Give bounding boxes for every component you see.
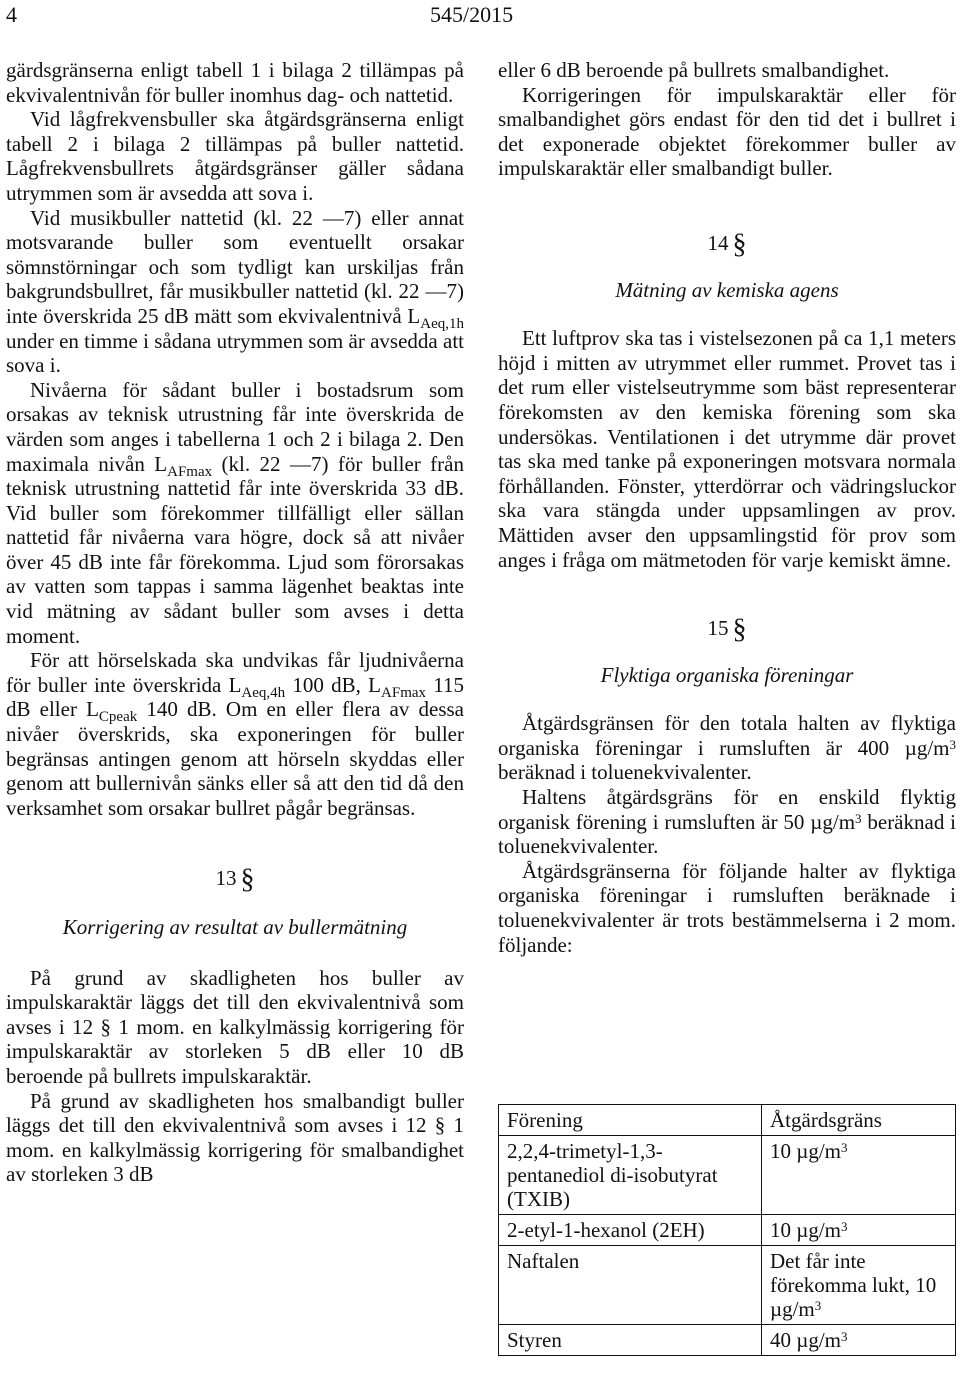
section-title: Korrigering av resultat av bullermätning bbox=[62, 915, 408, 939]
paragraph: På grund av skadligheten hos smalbandigt buller läggs det till den ekvivalentnivå som avses i 12 § 1 mom. en kalkylmässig korrigering för smalbandighet av storleken 3 dB bbox=[6, 1088, 464, 1187]
column-header: Åtgärdsgräns bbox=[762, 1105, 956, 1136]
column-header: Förening bbox=[499, 1105, 762, 1136]
paragraph: Nivåerna för sådant buller i bostadsrum som orsakas av teknisk utrustning får inte överskrida de värden som anges i tabellerna 1 och 2 i bilaga 2. Den maximala nivån $L_{AFmax}$ (kl. 22 —7) för buller från teknisk utrustning nattetid får inte överskrida 33 dB. Vid buller som förekommer tillfälligt eller sällan nattetid får nivåerna vara högre, dock så att nivåer över 45 dB inte får förekomma. Ljud som förorsakas av vatten som tappas i samma lägenhet beaktas inte vid mätning av sådant buller som avses i detta moment. bbox=[6, 377, 464, 648]
table-row bbox=[499, 1246, 956, 1325]
page-number: 4 bbox=[6, 2, 17, 27]
section-number: 15 § bbox=[707, 614, 747, 646]
paragraph: Ett luftprov ska tas i vistelsezonen på ca 1,1 meters höjd i mitten av utrymmet eller rummet. Provet tas i det rum eller vistelseutrymme som bäst representerar förekomsten av den kemiska förening som ska undersökas. Ventilationen i det utrymme där provet tas ska med tanke på exponeringen motsvara normala förhållanden. Fönster, ytterdörrar och vädringsluckor ska vara stängda under uppsamlingen av prov. Mättiden avser den uppsamlingstid för prov som anges i fråga om mätmetoden för varje kemiskt ämne. bbox=[498, 326, 956, 572]
paragraph: Åtgärdsgränsen för den totala halten av flyktiga organiska föreningar i rumsluften är 400 $\mu g/m^3$ beräknad i toluenekvivalenter. bbox=[498, 711, 956, 785]
compound-cell: 2-etyl-1-hexanol (2EH) bbox=[499, 1215, 762, 1246]
left-column bbox=[6, 58, 464, 1187]
section-number: 13 § bbox=[215, 864, 255, 896]
paragraph: gärdsgränserna enligt tabell 1 i bilaga 2 tillämpas på ekvivalentnivån för buller inomhus dag- och nattetid. bbox=[6, 58, 464, 107]
paragraph: För att hörselskada ska undvikas får ljudnivåerna för buller inte överskrida $L_{Aeq,4h}$ 100 dB, $L_{AFmax}$ 115 dB eller $L_{Cpeak}$ 140 dB. Om en eller flera av dessa nivåer överskrids, ska exponeringen för buller begränsas antingen genom att hörseln skyddas eller genom att bullernivån sänks eller så att den tid då den verksamhet som orsakar bullret pågår begränsas. bbox=[6, 648, 465, 820]
limit-cell: 10 $\mu g/m^3$ bbox=[762, 1136, 956, 1215]
paragraph: På grund av skadligheten hos buller av impulskaraktär läggs det till den ekvivalentnivå som avses i 12 § 1 mom. en kalkylmässig korrigering för impulskaraktär av storleken 5 dB eller 10 dB beroende på bullrets impulskaraktär. bbox=[6, 965, 464, 1088]
paragraph: Åtgärdsgränserna för följande halter av flyktiga organiska föreningar i rumsluften beräknade i toluenekvivalenter är trots bestämmelserna i 2 mom. följande: bbox=[498, 858, 956, 957]
table-row bbox=[499, 1215, 956, 1246]
paragraph: Korrigeringen för impulskaraktär eller för smalbandighet görs endast för den tid det i bullret i det exponerade objektet förekommer buller av impulskaraktär eller smalbandigt buller. bbox=[498, 82, 956, 181]
right-column bbox=[498, 58, 956, 957]
compound-cell: Naftalen bbox=[499, 1246, 762, 1325]
document-number: 545/2015 bbox=[430, 2, 514, 27]
section-title: Mätning av kemiska agens bbox=[615, 277, 839, 302]
section-title: Flyktiga organiska föreningar bbox=[600, 662, 854, 687]
paragraph: Vid lågfrekvensbuller ska åtgärdsgränserna enligt tabell 2 i bilaga 2 tillämpas på buller nattetid. Lågfrekvensbullrets åtgärdsgränser gäller sådana utrymmen som är avsedda att sova i. bbox=[6, 107, 464, 205]
page-header bbox=[0, 0, 960, 30]
table-header-row bbox=[499, 1105, 956, 1136]
limit-cell: 10 $\mu g/m^3$ bbox=[762, 1215, 956, 1246]
paragraph: Vid musikbuller nattetid (kl. 22 —7) eller annat motsvarande buller som eventuellt orsakar sömnstörningar och som tydligt kan urskiljas från bakgrundsbullret, får musikbuller nattetid (kl. 22 —7) inte överskrida 25 dB mätt som ekvivalentnivå $L_{Aeq,1h}$ under en timme i sådana utrymmen som är avsedda att sova i. bbox=[6, 205, 464, 378]
table-row bbox=[499, 1136, 956, 1215]
limit-cell: Det får inte förekomma lukt, 10 $\mu g/m^3$ bbox=[762, 1246, 956, 1325]
table-row bbox=[499, 1325, 956, 1356]
paragraph: eller 6 dB beroende på bullrets smalbandighet. bbox=[498, 58, 890, 82]
paragraph: Haltens åtgärdsgräns för en enskild flyktig organisk förening i rumsluften är 50 $\mu g/m^3$ beräknad i toluenekvivalenter. bbox=[498, 785, 957, 859]
limit-cell: 40 $\mu g/m^3$ bbox=[762, 1325, 956, 1356]
compound-limits-table bbox=[498, 1104, 956, 1356]
compound-cell: Styren bbox=[499, 1325, 762, 1356]
compound-cell: 2,2,4-trimetyl-1,3-pentanediol di-isobutyrat (TXIB) bbox=[499, 1136, 762, 1215]
section-number: 14 § bbox=[707, 228, 747, 260]
